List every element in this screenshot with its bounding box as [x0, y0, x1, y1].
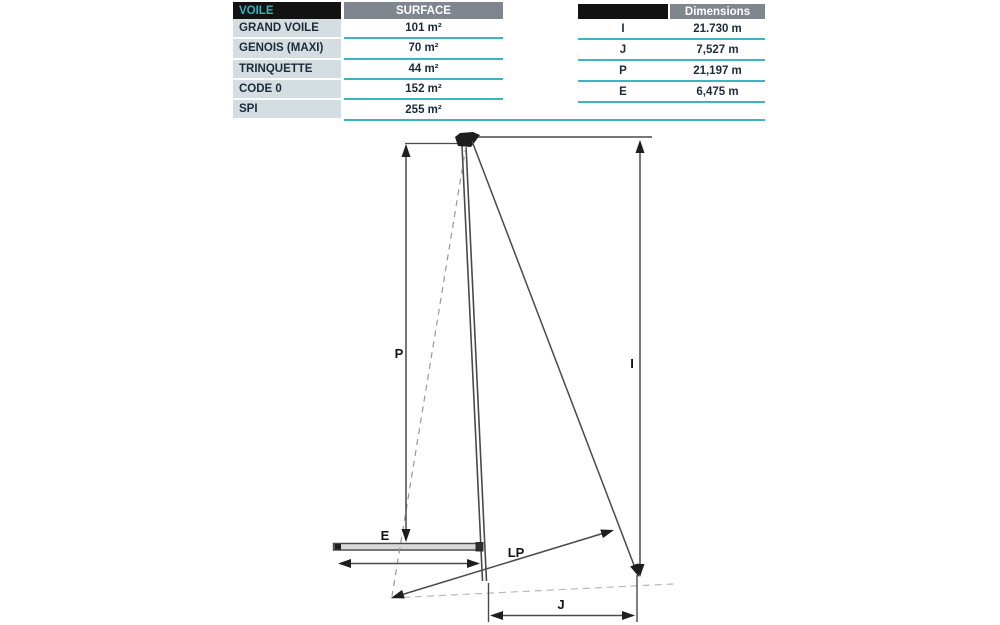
- masthead-fitting: [455, 132, 480, 147]
- p-arrow-down: [402, 529, 411, 542]
- j-dimension-label: J: [557, 597, 565, 612]
- sail-name: SPI: [233, 100, 341, 120]
- p-arrow-up: [402, 144, 411, 157]
- voile-header-cell: VOILE: [233, 2, 341, 19]
- mast-aft-line: [466, 135, 487, 581]
- surface-header-cell: SURFACE: [344, 2, 503, 19]
- j-arrow-left: [490, 611, 503, 620]
- boom-body: [334, 545, 482, 550]
- e-arrow-left: [338, 559, 351, 568]
- e-dimension-label: E: [380, 528, 390, 543]
- sail-name: GENOIS (MAXI): [233, 39, 341, 59]
- sail-surface: 152 m²: [344, 80, 503, 100]
- sail-surface: 101 m²: [344, 19, 503, 39]
- sail-surface: 255 m²: [405, 104, 442, 117]
- dimension-value: 21.730 m: [693, 22, 742, 35]
- dimension-value: 21,197 m: [693, 64, 742, 77]
- dimensions-header-cell: Dimensions: [670, 4, 765, 19]
- dimension-letter: E: [619, 85, 627, 98]
- lp-dimension-label: LP: [507, 545, 525, 560]
- boom-mast-junction: [476, 542, 484, 552]
- sail-name: CODE 0: [233, 80, 341, 100]
- sail-surface: 44 m²: [344, 60, 503, 80]
- dimension-letter: P: [619, 64, 627, 77]
- dimension-value: 6,475 m: [696, 85, 739, 98]
- lp-arrow-upper: [600, 530, 614, 539]
- i-arrow-up: [636, 140, 645, 153]
- e-arrow-right: [467, 559, 480, 568]
- p-dimension-label: P: [394, 346, 404, 361]
- luff-dashed-line: [392, 146, 466, 596]
- forestay-line: [472, 141, 637, 573]
- sheer-dashed-line: [391, 584, 673, 598]
- dimension-letter: I: [621, 22, 625, 35]
- dimension-value: 7,527 m: [696, 43, 739, 56]
- sail-name: GRAND VOILE: [233, 19, 341, 39]
- mast-front-line: [462, 135, 483, 581]
- boom-gooseneck: [335, 544, 342, 550]
- i-dimension-label: I: [630, 356, 634, 371]
- sail-surface: 70 m²: [344, 39, 503, 59]
- sail-name: TRINQUETTE: [233, 60, 341, 80]
- j-arrow-right: [622, 611, 635, 620]
- dimension-letter: J: [619, 43, 627, 56]
